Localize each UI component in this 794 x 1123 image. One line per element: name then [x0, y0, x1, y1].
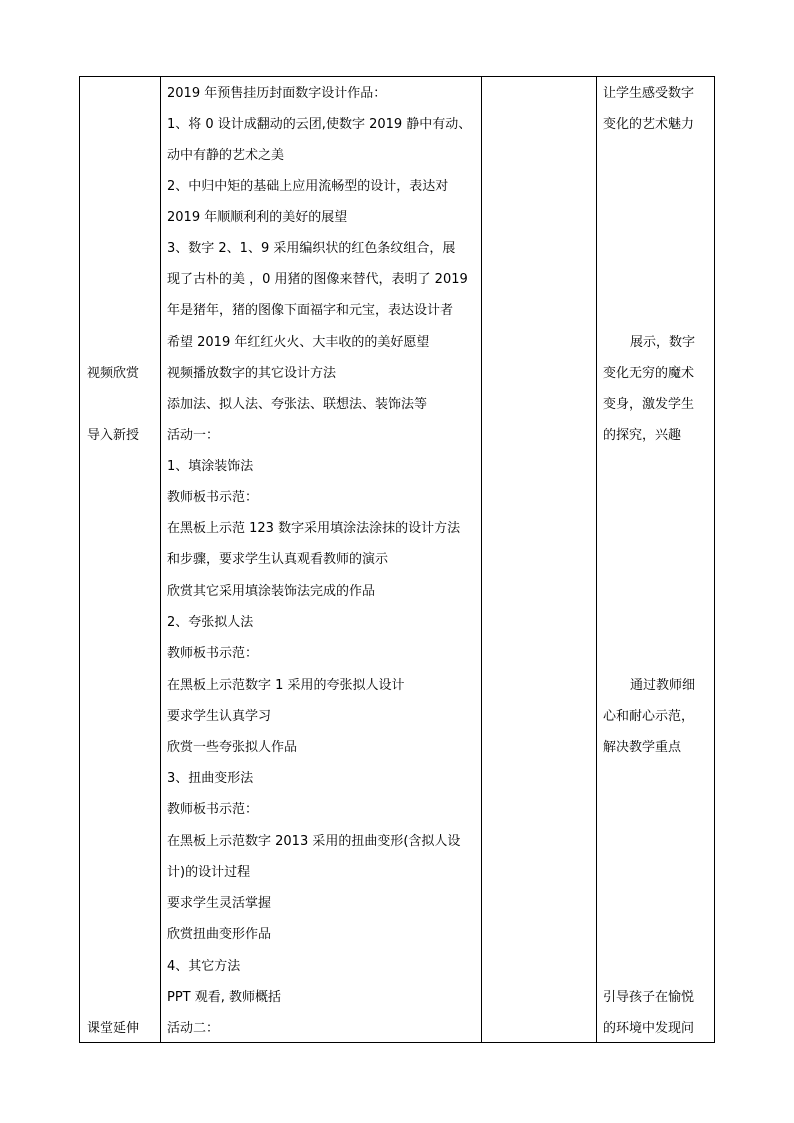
content-line: 2019 年预售挂历封面数字设计作品：	[167, 86, 387, 101]
stage-label-video: 视频欣赏	[87, 366, 140, 381]
column-divider	[481, 77, 482, 1042]
content-line: 3、扭曲变形法	[167, 771, 254, 786]
intent-line: 让学生感受数字	[603, 86, 695, 101]
content-line: 教师板书示范：	[167, 802, 259, 817]
stage-column	[80, 77, 160, 1042]
content-line: 在黑板上示范数字 2013 采用的扭曲变形(含拟人设	[167, 834, 461, 849]
content-line: 欣赏其它采用填涂装饰法完成的作品	[167, 584, 376, 599]
content-line: PPT 观看, 教师概括	[167, 990, 282, 1005]
content-line: 在黑板上示范数字 1 采用的夸张拟人设计	[167, 678, 405, 693]
intent-column	[597, 77, 715, 1042]
content-line: 2019 年顺顺利利的美好的展望	[167, 210, 348, 225]
intent-line: 展示，数字	[630, 335, 696, 350]
content-line: 和步骤，要求学生认真观看教师的演示	[167, 552, 389, 567]
intent-line: 的探究，兴趣	[603, 428, 682, 443]
content-line: 2、中归中矩的基础上应用流畅型的设计，表达对	[167, 179, 449, 194]
content-line: 要求学生认真学习	[167, 709, 272, 724]
content-line: 希望 2019 年红红火火、大丰收的的美好愿望	[167, 335, 430, 350]
content-line: 年是猪年，猪的图像下面福字和元宝，表达设计者	[167, 303, 454, 318]
intent-line: 解决教学重点	[603, 740, 682, 755]
content-line: 现了古朴的美 ，0 用猪的图像来替代，表明了 2019	[167, 272, 468, 287]
stage-label-intro: 导入新授	[87, 428, 140, 443]
stage-label-extend: 课堂延伸	[87, 1021, 140, 1036]
content-line: 添加法、拟人法、夸张法、联想法、装饰法等	[167, 397, 428, 412]
content-line: 4、其它方法	[167, 959, 241, 974]
intent-line: 变身，激发学生	[603, 397, 695, 412]
intent-line: 的环境中发现问	[603, 1021, 695, 1036]
intent-line: 通过教师细	[630, 678, 696, 693]
content-line: 2、夸张拟人法	[167, 615, 254, 630]
content-line: 1、将 0 设计成翻动的云团,使数字 2019 静中有动、	[167, 117, 472, 132]
content-line: 3、数字 2、1、9 采用编织状的红色条纹组合，展	[167, 241, 456, 256]
intent-line: 引导孩子在愉悦	[603, 990, 695, 1005]
intent-line: 心和耐心示范，	[603, 709, 695, 724]
intent-line: 变化的艺术魅力	[603, 117, 695, 132]
content-line: 活动一：	[167, 428, 220, 443]
content-line: 教师板书示范：	[167, 490, 259, 505]
content-line: 1、填涂装饰法	[167, 459, 254, 474]
lesson-table	[79, 76, 715, 1043]
content-column	[161, 77, 481, 1042]
content-line: 要求学生灵活掌握	[167, 896, 272, 911]
content-line: 欣赏扭曲变形作品	[167, 927, 272, 942]
intent-line: 变化无穷的魔术	[603, 366, 695, 381]
content-line: 欣赏一些夸张拟人作品	[167, 740, 298, 755]
content-line: 教师板书示范：	[167, 646, 259, 661]
content-line: 在黑板上示范 123 数字采用填涂法涂抹的设计方法	[167, 521, 461, 536]
content-line: 视频播放数字的其它设计方法	[167, 366, 337, 381]
content-line: 计)的设计过程	[167, 865, 251, 880]
content-line: 动中有静的艺术之美	[167, 148, 285, 163]
content-line: 活动二：	[167, 1021, 220, 1036]
